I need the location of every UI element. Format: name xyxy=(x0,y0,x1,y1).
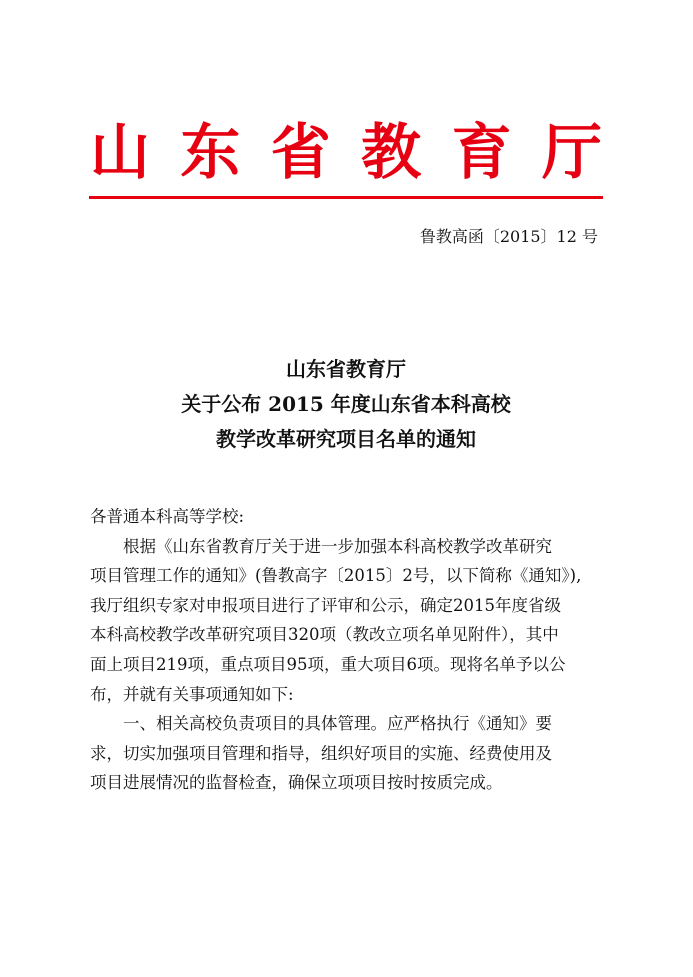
body-line: 求，切实加强项目管理和指导，组织好项目的实施、经费使用及 xyxy=(90,743,552,763)
body-line: 项目管理工作的通知》(鲁教高字〔2015〕2号，以下简称《通知》), xyxy=(90,566,582,586)
masthead-char: 育 xyxy=(451,118,512,188)
masthead-red-rule xyxy=(89,196,603,199)
title-line-1: 山东省教育厅 xyxy=(286,357,406,381)
title-line-3: 教学改革研究项目名单的通知 xyxy=(216,427,476,451)
notice-title xyxy=(90,352,602,457)
body-line: 项目进展情况的监督检查，确保立项项目按时按质完成。 xyxy=(90,773,503,793)
notice-body xyxy=(90,502,604,798)
masthead-char: 省 xyxy=(270,118,331,188)
body-line: 布，并就有关事项通知如下: xyxy=(90,684,294,704)
body-line: 一、相关高校负责项目的具体管理。应严格执行《通知》要 xyxy=(123,714,552,734)
body-line: 本科高校教学改革研究项目320项（教改立项名单见附件），其中 xyxy=(90,625,559,645)
body-line: 面上项目219项，重点项目95项，重大项目6项。现将名单予以公 xyxy=(90,654,566,674)
body-line: 我厅组织专家对申报项目进行了评审和公示，确定2015年度省级 xyxy=(90,595,561,615)
issuing-authority-masthead xyxy=(90,118,602,188)
title-line-2: 关于公布 2015 年度山东省本科高校 xyxy=(181,392,511,416)
masthead-char: 教 xyxy=(361,118,422,188)
document-number: 鲁教高函〔2015〕12 号 xyxy=(419,227,598,246)
salutation: 各普通本科高等学校: xyxy=(90,507,245,526)
body-line: 根据《山东省教育厅关于进一步加强本科高校教学改革研究 xyxy=(123,536,552,556)
masthead-char: 东 xyxy=(180,118,241,188)
masthead-char: 厅 xyxy=(541,118,602,188)
masthead-char: 山 xyxy=(90,118,150,188)
